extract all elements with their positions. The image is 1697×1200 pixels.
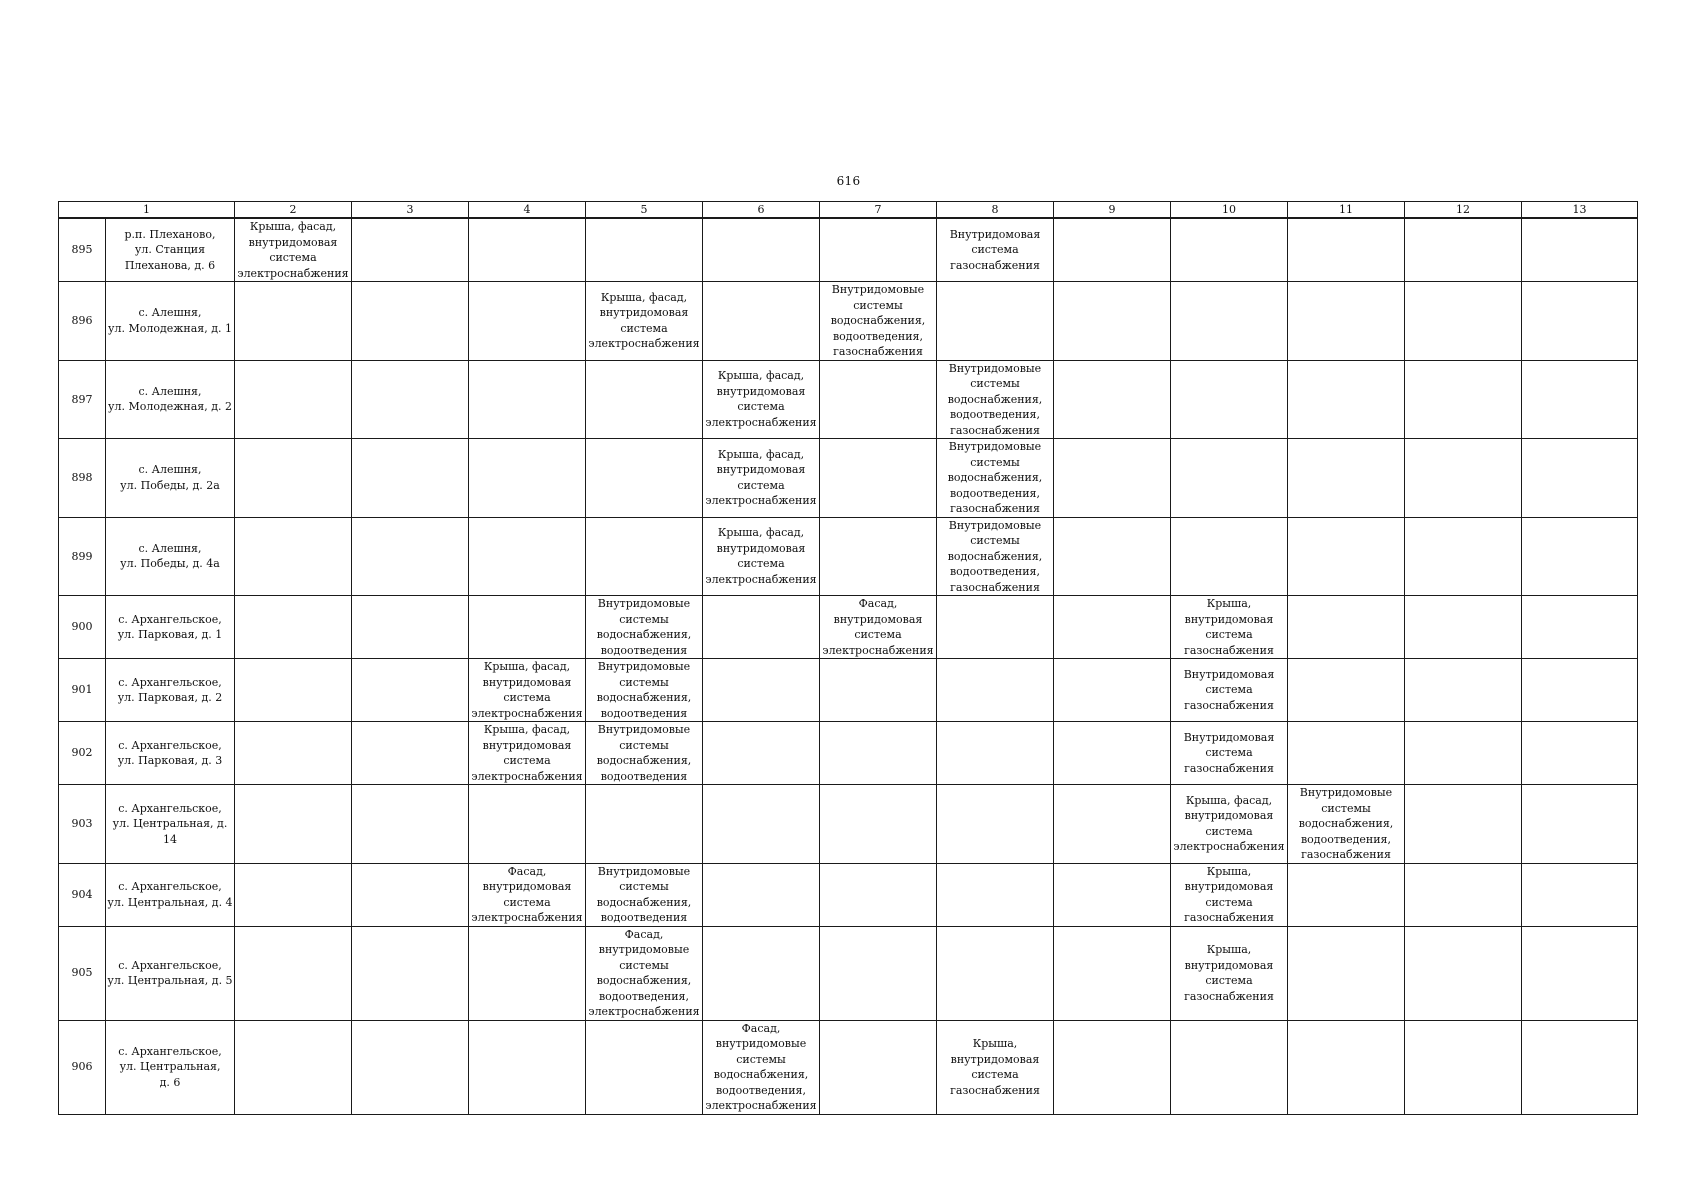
work-type-cell: Внутридомовые системы водоснабжения, водоотведения, газоснабжения (937, 439, 1054, 518)
work-type-cell (469, 282, 586, 361)
work-type-cell (703, 659, 820, 722)
work-type-cell (1288, 218, 1405, 282)
work-type-cell (469, 1020, 586, 1114)
work-type-cell: Крыша, внутридомовая система газоснабжения (1171, 596, 1288, 659)
column-number-cell: 9 (1054, 202, 1171, 219)
work-type-cell (703, 596, 820, 659)
work-type-cell: Крыша, фасад, внутридомовая система электроснабжения (703, 517, 820, 596)
address-cell: с. Архангельское, ул. Центральная, д. 5 (106, 926, 235, 1020)
column-number-cell: 11 (1288, 202, 1405, 219)
work-type-cell (235, 439, 352, 518)
table-row (59, 517, 1638, 596)
work-type-cell (352, 439, 469, 518)
work-type-cell (1054, 722, 1171, 785)
work-type-cell (1405, 863, 1522, 926)
work-type-cell (703, 282, 820, 361)
work-type-cell (235, 282, 352, 361)
work-type-cell (1522, 218, 1638, 282)
table-row (59, 785, 1638, 864)
work-type-cell (586, 517, 703, 596)
work-type-cell: Крыша, фасад, внутридомовая система электроснабжения (1171, 785, 1288, 864)
work-type-cell (1405, 596, 1522, 659)
work-type-cell (1522, 1020, 1638, 1114)
work-type-cell (1522, 360, 1638, 439)
work-type-cell (469, 926, 586, 1020)
address-cell: с. Архангельское, ул. Центральная, д. 14 (106, 785, 235, 864)
work-type-cell (1405, 722, 1522, 785)
work-type-cell (1054, 659, 1171, 722)
work-type-cell: Внутридомовые системы водоснабжения, водоотведения (586, 722, 703, 785)
row-number-cell: 901 (59, 659, 106, 722)
work-type-cell: Фасад, внутридомовые системы водоснабжения, водоотведения, электроснабжения (703, 1020, 820, 1114)
work-type-cell (352, 722, 469, 785)
address-cell: с. Алешня, ул. Победы, д. 2а (106, 439, 235, 518)
work-type-cell: Крыша, внутридомовая система газоснабжения (1171, 926, 1288, 1020)
work-type-cell (820, 517, 937, 596)
column-number-cell: 4 (469, 202, 586, 219)
work-type-cell: Крыша, фасад, внутридомовая система электроснабжения (586, 282, 703, 361)
work-type-cell: Фасад, внутридомовые системы водоснабжения, водоотведения, электроснабжения (586, 926, 703, 1020)
work-type-cell (1171, 218, 1288, 282)
work-type-cell (469, 596, 586, 659)
work-type-cell (820, 218, 937, 282)
work-type-cell (1288, 596, 1405, 659)
work-type-cell (937, 785, 1054, 864)
work-type-cell (352, 218, 469, 282)
column-number-cell: 10 (1171, 202, 1288, 219)
work-type-cell (937, 863, 1054, 926)
work-type-cell (1288, 282, 1405, 361)
work-type-cell (235, 517, 352, 596)
work-type-cell (1405, 785, 1522, 864)
work-type-cell (1522, 596, 1638, 659)
work-type-cell (235, 785, 352, 864)
row-number-cell: 896 (59, 282, 106, 361)
work-type-cell (1288, 517, 1405, 596)
address-cell: р.п. Плеханово, ул. Станция Плеханова, д. 6 (106, 218, 235, 282)
work-type-cell (1054, 282, 1171, 361)
work-type-cell (235, 863, 352, 926)
address-cell: с. Алешня, ул. Молодежная, д. 1 (106, 282, 235, 361)
table-row (59, 1020, 1638, 1114)
work-type-cell: Внутридомовая система газоснабжения (1171, 659, 1288, 722)
work-type-cell (352, 863, 469, 926)
work-type-cell: Крыша, фасад, внутридомовая система электроснабжения (469, 659, 586, 722)
column-number-cell: 8 (937, 202, 1054, 219)
work-type-cell (820, 360, 937, 439)
work-type-cell (1405, 1020, 1522, 1114)
row-number-cell: 899 (59, 517, 106, 596)
address-cell: с. Алешня, ул. Победы, д. 4а (106, 517, 235, 596)
work-type-cell (1171, 282, 1288, 361)
work-type-cell (469, 218, 586, 282)
work-type-cell (1522, 659, 1638, 722)
work-type-cell (1054, 218, 1171, 282)
work-type-cell: Крыша, внутридомовая система газоснабжения (937, 1020, 1054, 1114)
work-type-cell (1522, 439, 1638, 518)
work-type-cell (1522, 863, 1638, 926)
row-number-cell: 902 (59, 722, 106, 785)
row-number-cell: 906 (59, 1020, 106, 1114)
work-type-cell (1522, 722, 1638, 785)
work-type-cell (1522, 517, 1638, 596)
work-type-cell (586, 785, 703, 864)
work-type-cell (1054, 785, 1171, 864)
column-number-cell: 7 (820, 202, 937, 219)
work-type-cell (820, 722, 937, 785)
work-type-cell: Внутридомовая система газоснабжения (1171, 722, 1288, 785)
work-type-cell (1405, 439, 1522, 518)
table-row (59, 926, 1638, 1020)
work-type-cell (1054, 1020, 1171, 1114)
work-type-cell (1288, 439, 1405, 518)
column-number-cell: 13 (1522, 202, 1638, 219)
work-type-cell (1288, 659, 1405, 722)
table-row (59, 863, 1638, 926)
work-type-cell (469, 439, 586, 518)
address-cell: с. Алешня, ул. Молодежная, д. 2 (106, 360, 235, 439)
row-number-cell: 898 (59, 439, 106, 518)
table-row (59, 282, 1638, 361)
column-number-cell: 1 (59, 202, 235, 219)
work-type-cell: Внутридомовая система газоснабжения (937, 218, 1054, 282)
work-type-cell (235, 360, 352, 439)
work-type-cell: Фасад, внутридомовая система электроснабжения (469, 863, 586, 926)
work-type-cell (1171, 517, 1288, 596)
work-type-cell: Крыша, фасад, внутридомовая система электроснабжения (235, 218, 352, 282)
work-type-cell (1522, 282, 1638, 361)
work-type-cell (703, 722, 820, 785)
work-type-cell: Внутридомовые системы водоснабжения, водоотведения (586, 596, 703, 659)
work-type-cell (1405, 659, 1522, 722)
work-type-cell (1522, 926, 1638, 1020)
row-number-cell: 895 (59, 218, 106, 282)
work-type-cell (1405, 926, 1522, 1020)
page-number: 616 (836, 174, 861, 188)
work-type-cell: Фасад, внутридомовая система электроснабжения (820, 596, 937, 659)
table-row (59, 659, 1638, 722)
work-type-cell (1405, 360, 1522, 439)
table-row (59, 360, 1638, 439)
column-number-row (59, 202, 1638, 219)
work-type-cell: Крыша, фасад, внутридомовая система электроснабжения (703, 360, 820, 439)
table-row (59, 596, 1638, 659)
column-number-cell: 3 (352, 202, 469, 219)
table-row (59, 439, 1638, 518)
work-type-cell (1171, 439, 1288, 518)
work-type-cell (1288, 360, 1405, 439)
work-type-cell (820, 863, 937, 926)
work-type-cell (1522, 785, 1638, 864)
work-type-cell (820, 659, 937, 722)
work-type-cell (235, 926, 352, 1020)
address-cell: с. Архангельское, ул. Парковая, д. 2 (106, 659, 235, 722)
address-cell: с. Архангельское, ул. Парковая, д. 1 (106, 596, 235, 659)
work-type-cell: Внутридомовые системы водоснабжения, водоотведения, газоснабжения (1288, 785, 1405, 864)
work-type-cell: Внутридомовые системы водоснабжения, водоотведения (586, 863, 703, 926)
work-type-cell (1054, 439, 1171, 518)
work-type-cell (1171, 360, 1288, 439)
work-type-cell (1054, 360, 1171, 439)
work-type-cell (1054, 517, 1171, 596)
work-type-cell (937, 926, 1054, 1020)
work-type-cell (586, 1020, 703, 1114)
work-type-cell (469, 785, 586, 864)
work-type-cell (469, 517, 586, 596)
table-row (59, 218, 1638, 282)
row-number-cell: 903 (59, 785, 106, 864)
work-type-cell (1054, 863, 1171, 926)
work-type-cell (1288, 863, 1405, 926)
address-cell: с. Архангельское, ул. Центральная, д. 6 (106, 1020, 235, 1114)
work-type-cell (1288, 722, 1405, 785)
work-type-cell (352, 926, 469, 1020)
work-type-cell (937, 659, 1054, 722)
housing-repair-table (58, 201, 1638, 1115)
work-type-cell (820, 439, 937, 518)
work-type-cell (352, 517, 469, 596)
work-type-cell (235, 722, 352, 785)
work-type-cell (703, 785, 820, 864)
work-type-cell (703, 218, 820, 282)
work-type-cell: Крыша, фасад, внутридомовая система электроснабжения (469, 722, 586, 785)
work-type-cell: Внутридомовые системы водоснабжения, водоотведения, газоснабжения (937, 360, 1054, 439)
column-number-cell: 12 (1405, 202, 1522, 219)
work-type-cell (235, 659, 352, 722)
row-number-cell: 897 (59, 360, 106, 439)
work-type-cell: Крыша, фасад, внутридомовая система электроснабжения (703, 439, 820, 518)
work-type-cell (703, 926, 820, 1020)
work-type-cell (937, 596, 1054, 659)
work-type-cell (820, 1020, 937, 1114)
work-type-cell: Внутридомовые системы водоснабжения, водоотведения, газоснабжения (937, 517, 1054, 596)
column-number-cell: 2 (235, 202, 352, 219)
row-number-cell: 904 (59, 863, 106, 926)
work-type-cell: Крыша, внутридомовая система газоснабжения (1171, 863, 1288, 926)
work-type-cell (352, 596, 469, 659)
work-type-cell (352, 360, 469, 439)
work-type-cell (1288, 1020, 1405, 1114)
work-type-cell (1405, 282, 1522, 361)
work-type-cell (703, 863, 820, 926)
row-number-cell: 905 (59, 926, 106, 1020)
work-type-cell (820, 785, 937, 864)
work-type-cell (1405, 218, 1522, 282)
work-type-cell (937, 282, 1054, 361)
work-type-cell (937, 722, 1054, 785)
column-number-cell: 5 (586, 202, 703, 219)
work-type-cell (352, 1020, 469, 1114)
work-type-cell (1405, 517, 1522, 596)
table-row (59, 722, 1638, 785)
work-type-cell (235, 1020, 352, 1114)
work-type-cell: Внутридомовые системы водоснабжения, водоотведения (586, 659, 703, 722)
work-type-cell (352, 659, 469, 722)
address-cell: с. Архангельское, ул. Парковая, д. 3 (106, 722, 235, 785)
column-number-cell: 6 (703, 202, 820, 219)
work-type-cell (235, 596, 352, 659)
work-type-cell (469, 360, 586, 439)
work-type-cell: Внутридомовые системы водоснабжения, водоотведения, газоснабжения (820, 282, 937, 361)
work-type-cell (1288, 926, 1405, 1020)
work-type-cell (1171, 1020, 1288, 1114)
work-type-cell (586, 218, 703, 282)
work-type-cell (586, 439, 703, 518)
work-type-cell (352, 785, 469, 864)
work-type-cell (586, 360, 703, 439)
row-number-cell: 900 (59, 596, 106, 659)
work-type-cell (1054, 596, 1171, 659)
address-cell: с. Архангельское, ул. Центральная, д. 4 (106, 863, 235, 926)
work-type-cell (1054, 926, 1171, 1020)
work-type-cell (820, 926, 937, 1020)
work-type-cell (352, 282, 469, 361)
